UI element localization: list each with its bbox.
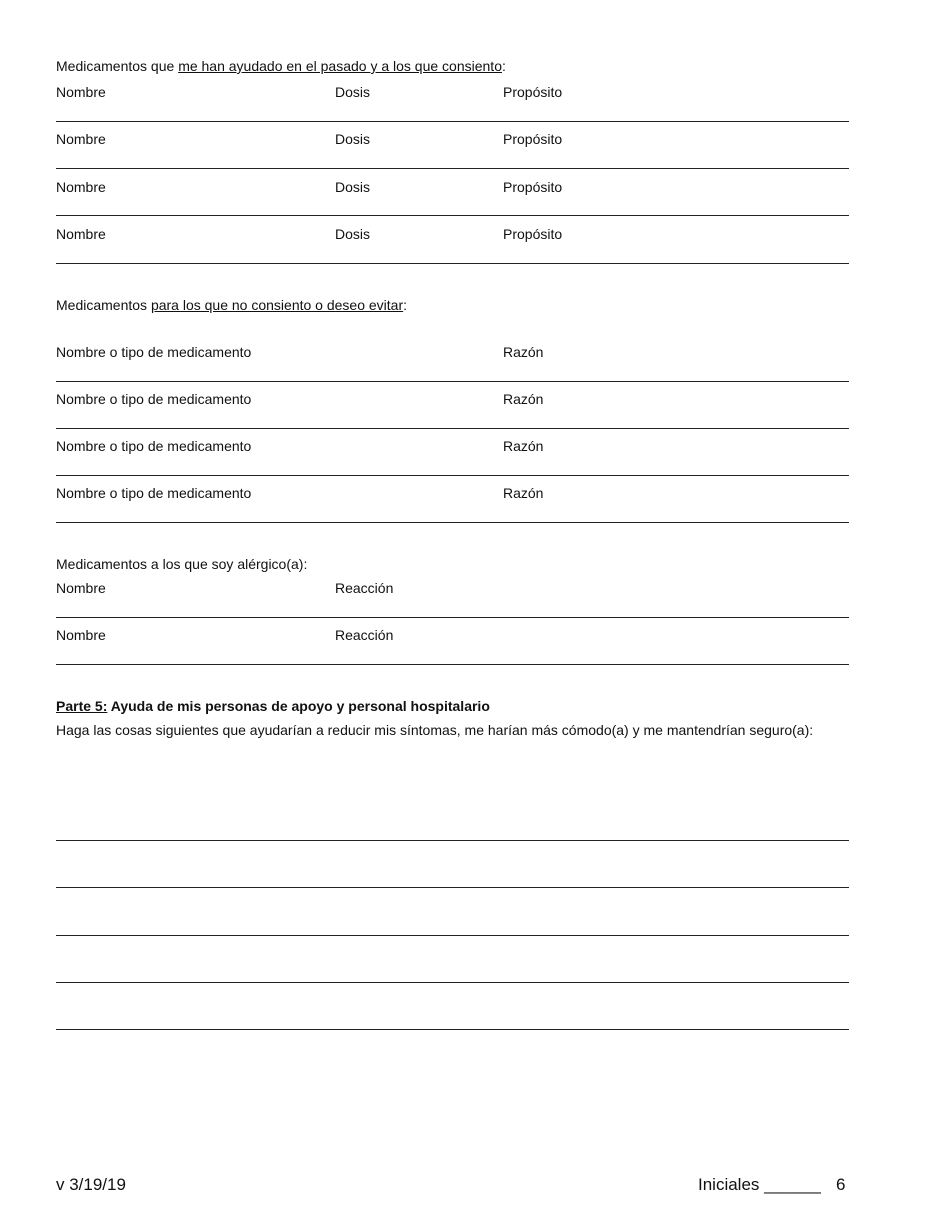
avoid-row-4-line[interactable] [56, 522, 849, 523]
part5-answer-line-5[interactable] [56, 1029, 849, 1030]
part5-title: Ayuda de mis personas de apoyo y personal hospitalario [107, 698, 490, 714]
helped-row-1-line[interactable] [56, 121, 849, 122]
part5-answer-line-1[interactable] [56, 840, 849, 841]
avoid-medications-intro [56, 296, 407, 314]
helped-row-3-dose: Dosis [335, 179, 371, 195]
page-number: 6 [836, 1175, 846, 1194]
intro-prefix: Medicamentos [56, 297, 151, 313]
avoid-row-4-reason: Razón [503, 485, 544, 501]
allergic-row-1-name: Nombre [56, 580, 106, 596]
helped-row-1-name: Nombre [56, 84, 106, 100]
avoid-row-2-name: Nombre o tipo de medicamento [56, 391, 252, 407]
allergic-medications-intro: Medicamentos a los que soy alérgico(a): [56, 556, 308, 572]
helped-row-2-name: Nombre [56, 131, 106, 147]
avoid-row-3-line[interactable] [56, 475, 849, 476]
avoid-row-2-line[interactable] [56, 428, 849, 429]
version-label: v 3/19/19 [56, 1175, 126, 1194]
allergic-row-1-line[interactable] [56, 617, 849, 618]
helped-row-4-line[interactable] [56, 263, 849, 264]
helped-row-3-purpose: Propósito [503, 179, 563, 195]
allergic-row-2-line[interactable] [56, 664, 849, 665]
avoid-row-4-name: Nombre o tipo de medicamento [56, 485, 252, 501]
part5-answer-line-4[interactable] [56, 982, 849, 983]
part5-answer-line-2[interactable] [56, 887, 849, 888]
helped-row-3-name: Nombre [56, 179, 106, 195]
helped-row-2-dose: Dosis [335, 131, 371, 147]
helped-row-1-dose: Dosis [335, 84, 371, 100]
allergic-row-1-reaction: Reacción [335, 580, 394, 596]
allergic-row-2-name: Nombre [56, 627, 106, 643]
helped-row-4-dose: Dosis [335, 226, 371, 242]
helped-row-4-purpose: Propósito [503, 226, 563, 242]
avoid-row-2-reason: Razón [503, 391, 544, 407]
part5-heading [56, 697, 490, 715]
avoid-row-3-reason: Razón [503, 438, 544, 454]
avoid-row-3-name: Nombre o tipo de medicamento [56, 438, 252, 454]
helped-row-1-purpose: Propósito [503, 84, 563, 100]
part5-instruction: Haga las cosas siguientes que ayudarían a reducir mis síntomas, me harían más cómodo(a) y me mantendrían seguro(a): [56, 722, 814, 738]
helped-row-2-line[interactable] [56, 168, 849, 169]
allergic-row-2-reaction: Reacción [335, 627, 394, 643]
helped-medications-intro [56, 57, 506, 75]
helped-row-2-purpose: Propósito [503, 131, 563, 147]
avoid-row-1-reason: Razón [503, 344, 544, 360]
part5-label: Parte 5: [56, 698, 108, 714]
initials-field[interactable]: Iniciales ______ [698, 1175, 821, 1194]
helped-row-3-line[interactable] [56, 215, 849, 216]
avoid-row-1-name: Nombre o tipo de medicamento [56, 344, 252, 360]
intro-underlined: para los que no consiento o deseo evitar [150, 297, 404, 313]
intro-underlined: me han ayudado en el pasado y a los que consiento [178, 58, 502, 74]
intro-suffix: : [501, 58, 506, 74]
intro-suffix: : [403, 297, 407, 313]
helped-row-4-name: Nombre [56, 226, 106, 242]
part5-answer-line-3[interactable] [56, 935, 849, 936]
intro-prefix: Medicamentos que [56, 58, 179, 74]
avoid-row-1-line[interactable] [56, 381, 849, 382]
